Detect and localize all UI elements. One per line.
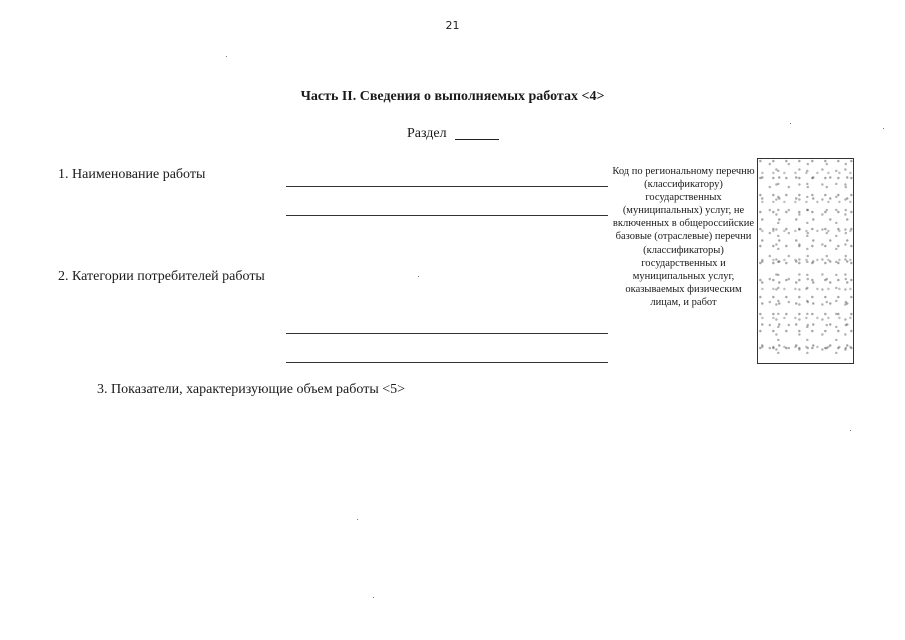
page-number: 21 (445, 19, 460, 32)
indicators-label: 3. Показатели, характеризующие объем работы <5> (97, 382, 406, 397)
consumers-line-2[interactable] (286, 362, 608, 363)
scan-speck (883, 128, 884, 129)
work-name-line-2[interactable] (286, 215, 608, 216)
scan-speck (226, 56, 227, 57)
scan-speck (418, 276, 419, 277)
part-title: Часть II. Сведения о выполняемых работах <4> (300, 89, 605, 104)
work-name-label: 1. Наименование работы (58, 167, 206, 182)
scan-speck (850, 430, 851, 431)
code-box[interactable] (757, 158, 854, 364)
scan-speck (373, 597, 374, 598)
scan-speck (357, 519, 358, 520)
scan-speck (790, 123, 791, 124)
section-number-blank[interactable] (455, 139, 499, 140)
consumers-label: 2. Категории потребителей работы (58, 269, 265, 284)
work-name-line-1[interactable] (286, 186, 608, 187)
code-caption: Код по региональному перечню (классификатору) государственных (муниципальных) услуг, не включенных в общероссийские базовые (отраслевые) перечни (классификаторы) государственных и муниципальных услуг, оказываемых физическим лицам, и работ (612, 166, 755, 308)
section-label: Раздел (407, 126, 447, 141)
consumers-line-1[interactable] (286, 333, 608, 334)
